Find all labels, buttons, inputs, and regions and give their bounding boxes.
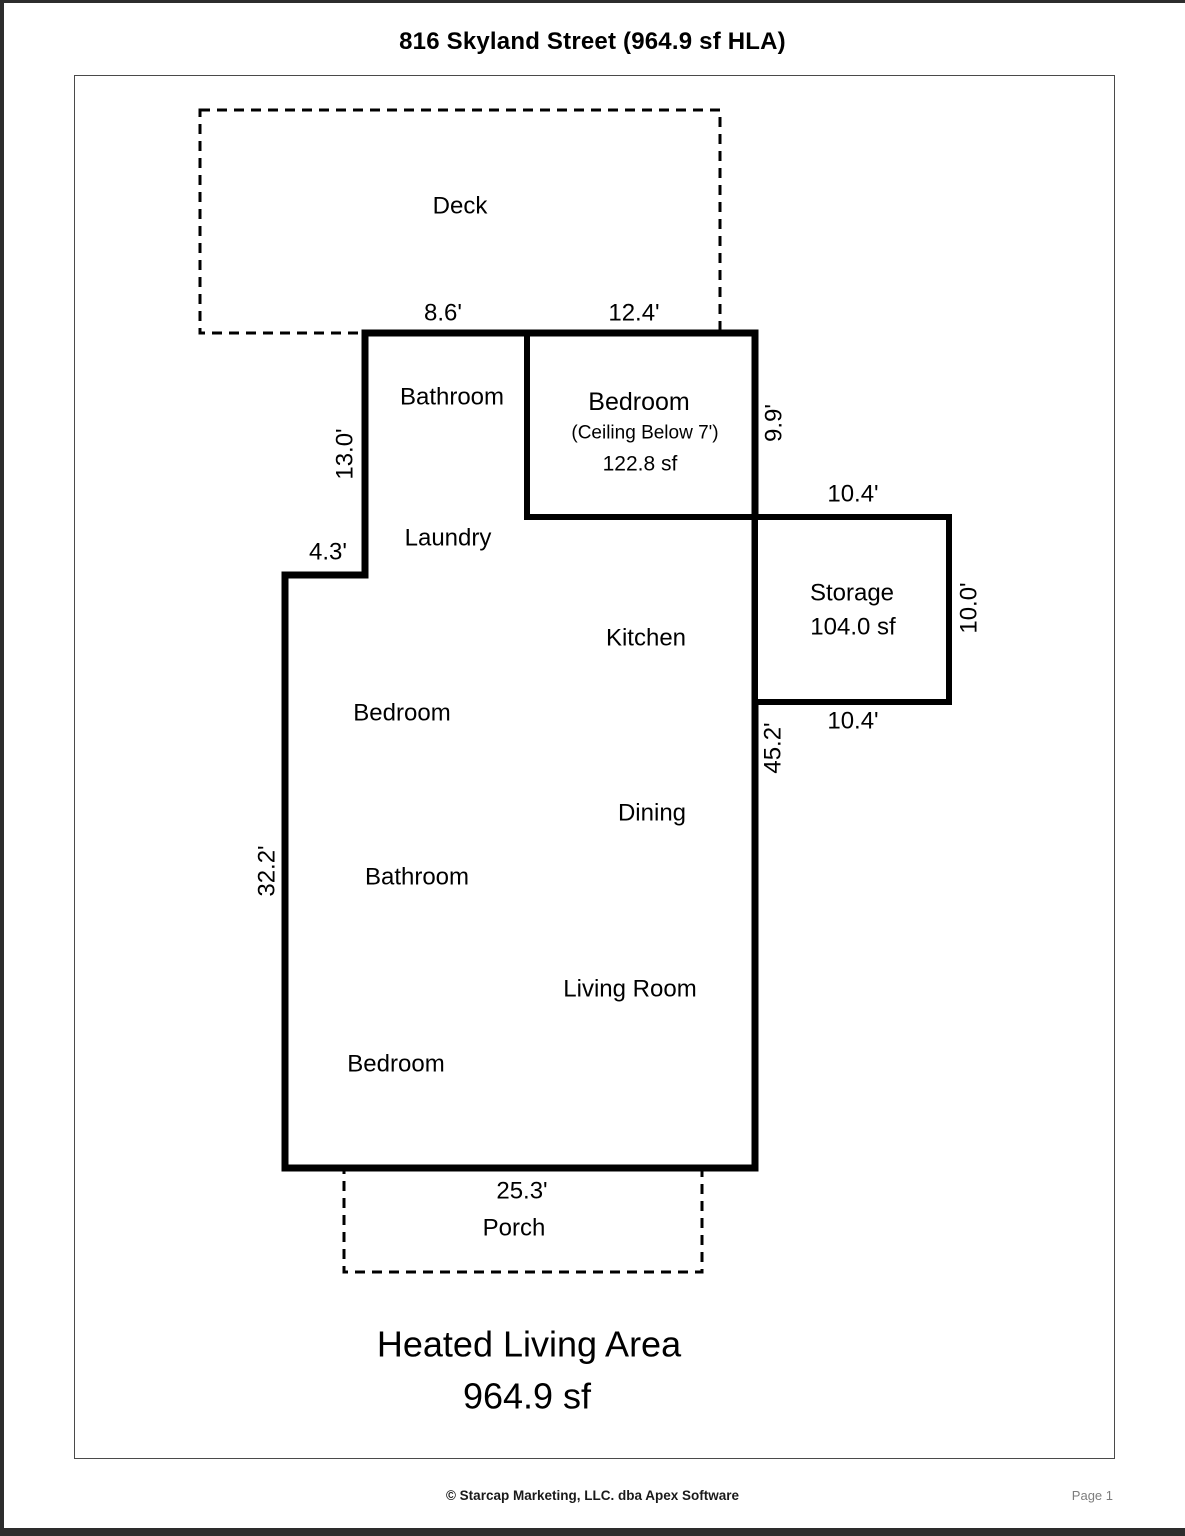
dim-storage-top: 10.4' bbox=[827, 480, 879, 508]
deck-label: Deck bbox=[432, 192, 488, 220]
bedroom-mid-label: Bedroom bbox=[353, 699, 451, 727]
dim-top-left: 8.6' bbox=[424, 299, 462, 327]
bedroom-upper-label: Bedroom bbox=[588, 387, 690, 416]
bedroom-upper-area: 122.8 sf bbox=[602, 452, 678, 476]
dim-bottom: 25.3' bbox=[496, 1177, 548, 1205]
dim-upper-left: 13.0' bbox=[331, 428, 359, 480]
dim-storage-bottom: 10.4' bbox=[827, 707, 879, 735]
footer-copyright: © Starcap Marketing, LLC. dba Apex Software bbox=[445, 1488, 739, 1503]
bedroom-lower-label: Bedroom bbox=[347, 1050, 445, 1078]
storage-area-label: 104.0 sf bbox=[810, 613, 896, 641]
dim-left-side: 32.2' bbox=[253, 845, 281, 897]
hla-title: Heated Living Area bbox=[376, 1323, 682, 1365]
bathroom-upper-label: Bathroom bbox=[399, 383, 505, 411]
storage-outline bbox=[755, 517, 949, 702]
hla-area: 964.9 sf bbox=[462, 1375, 592, 1417]
dim-top-right: 12.4' bbox=[608, 299, 660, 327]
dim-bedroom-right: 9.9' bbox=[760, 404, 788, 442]
dining-label: Dining bbox=[617, 799, 687, 827]
page-title: 816 Skyland Street (964.9 sf HLA) bbox=[399, 28, 786, 55]
dim-step-left: 4.3' bbox=[309, 538, 347, 566]
footer-page-number: Page 1 bbox=[1071, 1488, 1113, 1503]
living-room-label: Living Room bbox=[563, 975, 697, 1003]
bedroom-upper-note: (Ceiling Below 7') bbox=[571, 422, 719, 444]
porch-label: Porch bbox=[482, 1214, 546, 1242]
laundry-label: Laundry bbox=[404, 524, 492, 552]
bathroom-lower-label: Bathroom bbox=[364, 863, 470, 891]
storage-label: Storage bbox=[809, 579, 895, 607]
kitchen-label: Kitchen bbox=[605, 624, 687, 652]
dim-storage-right: 10.0' bbox=[955, 582, 983, 634]
dim-right-side: 45.2' bbox=[759, 722, 787, 774]
